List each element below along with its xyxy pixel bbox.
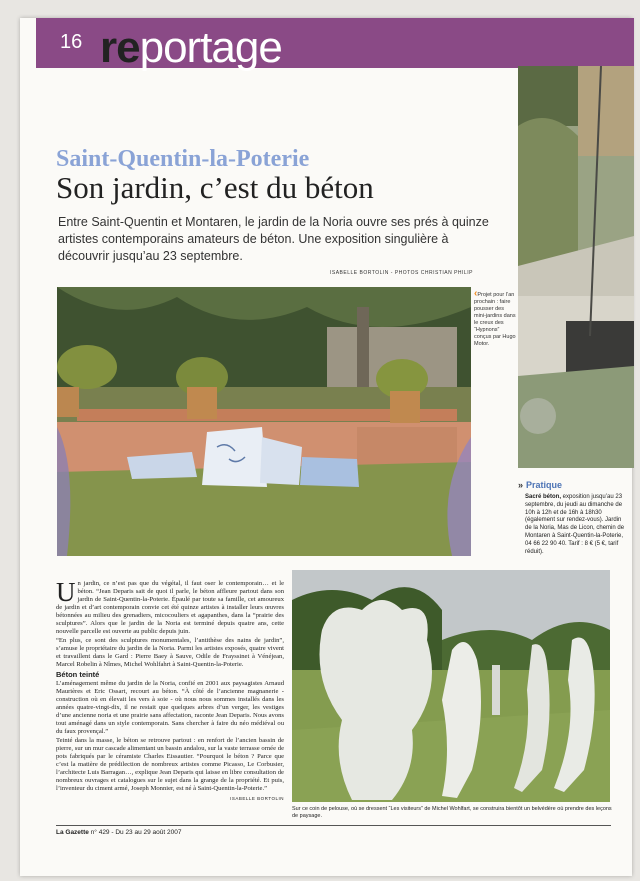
body-subhead: Béton teinté bbox=[56, 670, 100, 679]
article-lead: Entre Saint-Quentin et Montaren, le jardin de la Noria ouvre ses prés à quinze artistes contemporains amateurs de béton. Une exposition singulière à découvrir jusqu’au 23 septembre. bbox=[58, 215, 489, 263]
body-paragraph-1 bbox=[56, 577, 284, 636]
double-chevron-icon: » bbox=[518, 480, 524, 490]
drop-cap: U bbox=[56, 577, 76, 607]
article-body bbox=[56, 577, 284, 803]
rubric-title bbox=[100, 23, 282, 72]
article-byline: ISABELLE BORTOLIN - PHOTOS CHRISTIAN PHILIP bbox=[330, 270, 473, 276]
pratique-heading-text: Pratique bbox=[526, 480, 563, 490]
body-signature: ISABELLE BORTOLIN bbox=[230, 796, 284, 801]
body-paragraph-3: L’aménagement même du jardin de la Noria, confié en 2001 aux paysagistes Arnaud Maurières et Eric Ossart, recourt au béton. “À côté de l’ancienne magnanerie - construction où en élevait les vers à soie - où nous nous sommes installés dans les années quatre-vingt-dix, il ne restait que quelques arbres d’un verger, les vestiges d’une ancienne noria et une prairie sans affectation, raconte Jean Deparis. Nous avons tout aménagé dans un style contemporain. Sans chercher à faire du néo médiéval ou du faux provençal.” bbox=[56, 680, 284, 735]
page-number: 16 bbox=[60, 31, 83, 53]
issue-info: n° 429 - Du 23 au 29 août 2007 bbox=[88, 829, 182, 836]
pratique-body bbox=[525, 494, 625, 556]
arrow-left-icon: ‹ bbox=[474, 288, 478, 299]
body-text-1: n jardin, ce n’est pas que du végétal, il faut oser le contemporain… et le béton. “Jean Deparis sait de quoi il parle, le béton affleure partout dans son jardin de Saint-Quentin-la-Poterie. Épaulé par toute sa famille, cet amoureux de jardin et d’art contemporain convie cet été quinze artistes à installer leurs œuvres bétonnées au milieu des grenadiers, micocouliers et agapanthes, dans la “prairie des sculptures”. Alors que le jardin de la Noria est terminé depuis quatre ans, cette nouvelle parcelle est ouverte au public depuis juin. bbox=[56, 580, 284, 635]
publication-name: La Gazette bbox=[56, 829, 89, 836]
main-photo bbox=[57, 287, 471, 556]
side-caption-text: Projet pour l’an prochain : faire pousser des mini-jardins dans le creux des “Hypnons” conçus par Hugo Motor. bbox=[474, 292, 516, 347]
bottom-caption: Sur ce coin de pelouse, où se dressent “Les visiteurs” de Michel Wohlfart, se construira bientôt un belvédère où prendre des leçons de paysage. bbox=[292, 806, 612, 819]
pratique-lead: Sacré béton, bbox=[525, 494, 562, 500]
bottom-photo bbox=[292, 570, 610, 802]
pratique-heading bbox=[518, 480, 562, 490]
body-paragraph-4: Teinté dans la masse, le béton se retrouve partout : en renfort de l’ancien bassin de pierre, sur un mur cascade alimentant un bassin andalou, sur la vaste terrasse ornée de pots fabriqués par le céramiste Charles Eissautier. “Pourquoi le béton ? Parce que c’est la matière de prédilection de nombreux artistes comme Picasso, Le Corbusier, l’architecte Luis Barragan…, explique Jean Deparis qui laisse en libre consultation de nombreux ouvrages et catalogues sur le sujet dans la grange de la propriété. Et puis, l’inventeur du ciment armé, Joseph Monnier, est né à Saint-Quentin-la-Poterie.” bbox=[56, 737, 284, 792]
body-paragraph-2: “En plus, ce sont des sculptures monumentales, l’antithèse des nains de jardin”, s’amuse le propriétaire du jardin de la Noria. Parmi les artistes exposés, quatre vivent et travaillent dans le Gard : Pierre Baey à Sauve, Odile de Frayssinet à Vénéjean, Marcel Robelin à Nîmes, Michel Wohlfahrt à Saint-Quentin-la-Poterie. bbox=[56, 637, 284, 668]
footer-divider bbox=[56, 825, 611, 826]
page-footer bbox=[56, 829, 181, 836]
pratique-text: exposition jusqu’au 23 septembre, du jeudi au dimanche de 10h à 12h et de 16h à 18h30 (également sur rendez-vous). Jardin de la Noria, Mas de Licon, chemin de Montaren à Saint-Quentin-la-Poterie, 04 66 22 90 40. Tarif : 8 € (5 €, tarif réduit). bbox=[525, 494, 625, 555]
side-caption bbox=[474, 290, 516, 348]
article-kicker: Saint-Quentin-la-Poterie bbox=[56, 146, 310, 172]
rubric-prefix: re bbox=[100, 23, 140, 72]
article-title: Son jardin, c’est du béton bbox=[56, 170, 374, 205]
rubric-suffix: portage bbox=[139, 23, 282, 72]
side-photo bbox=[518, 66, 634, 468]
